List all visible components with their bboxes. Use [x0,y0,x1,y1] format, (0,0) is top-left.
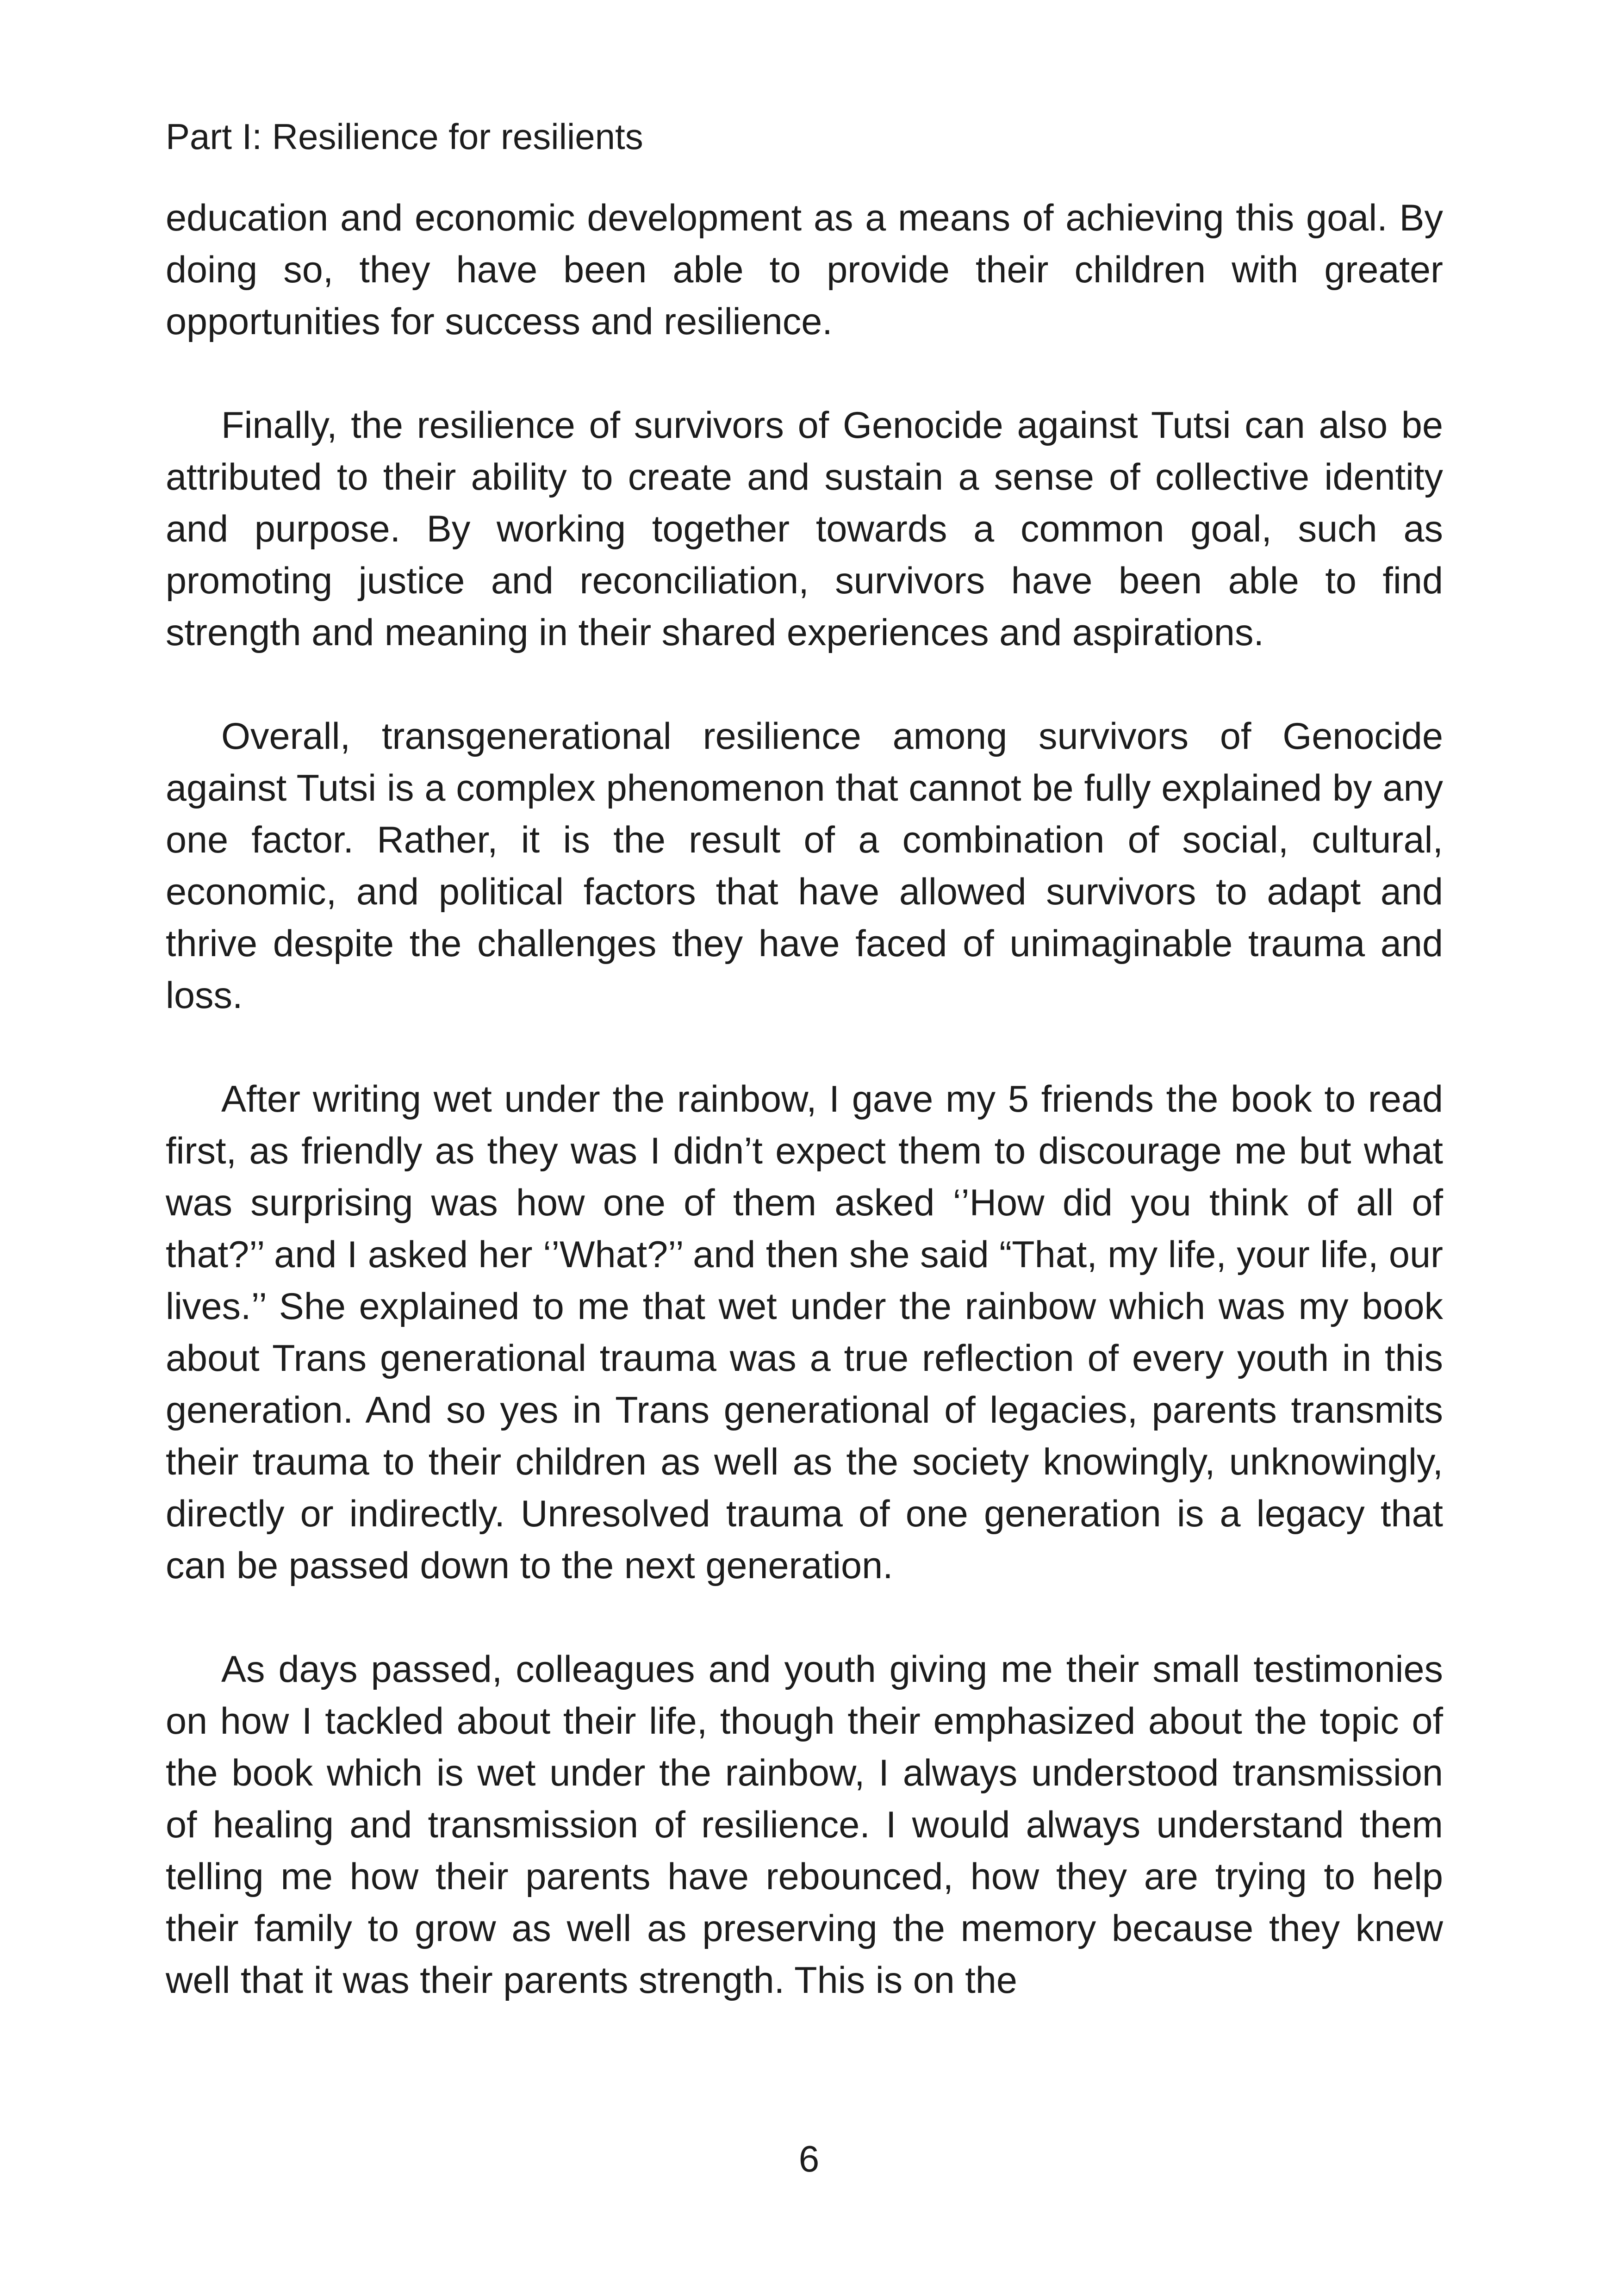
page-number: 6 [798,2138,820,2179]
paragraph-overall: Overall, transgenerational resilience among survivors of Genocide against Tutsi is a complex phenomenon that cannot be fully explained by any one factor. Rather, it is the result of a combination of social, cultural, economic, and political factors that have allowed survivors to adapt and thrive despite the challenges they have faced of unimaginable trauma and loss. [166,716,1443,1016]
paragraph-collective-identity: Finally, the resilience of survivors of Genocide against Tutsi can also be attributed to their ability to create and sustain a sense of collective identity and purpose. By working together towards a common goal, such as promoting justice and reconciliation, survivors have been able to find strength and meaning in their shared experiences and aspirations. [166,404,1443,653]
paragraph-as-days-passed: As days passed, colleagues and youth giving me their small testimonies on how I tackled about their life, though their emphasized about the topic of the book which is wet under the rainbow, I always understood transmission of healing and transmission of resilience. I would always understand them telling me how their parents have rebounced, how they are trying to help their family to grow as well as preserving the memory because they knew well that it was their parents strength. This is on the [166,1649,1443,2001]
running-header: Part I: Resilience for resilients [166,116,643,157]
body-text [166,192,1443,2006]
paragraph-continuation: education and economic development as a means of achieving this goal. By doing so, they have been able to provide their children with greater opportunities for success and resilience. [166,197,1443,342]
paragraph-after-writing: After writing wet under the rainbow, I gave my 5 friends the book to read first, as friendly as they was I didn’t expect them to discourage me but what was surprising was how one of them asked ‘’How did you think of all of that?’’ and I asked her ‘’What?’’ and then she said “That, my life, your life, our lives.’’ She explained to me that wet under the rainbow which was my book about Trans generational trauma was a true reflection of every youth in this generation. And so yes in Trans generational of legacies, parents transmits their trauma to their children as well as the society knowingly, unknowingly, directly or indirectly. Unresolved trauma of one generation is a legacy that can be passed down to the next generation. [166,1078,1443,1587]
